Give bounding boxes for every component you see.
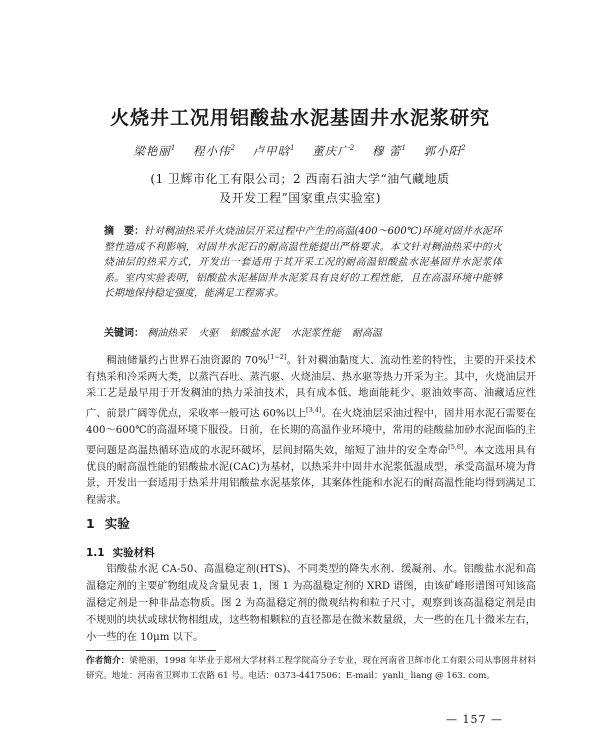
intro-paragraph — [86, 349, 536, 509]
author-3: 卢甲晗$^1$ — [252, 144, 296, 158]
affiliation-line-2: 及开发工程”国家重点实验室) — [219, 191, 381, 205]
author-footnote — [86, 654, 536, 683]
citation-ref: [1~2] — [267, 353, 287, 361]
keyword: 铝酸盐水泥 — [229, 328, 280, 339]
intro-text-c: 。在火烧油层采油过程中，固井用水泥石需要在 400～600℃的高温环境下服役。日前，在长期的高温作业环境中，常用的硅酸盐加砂水泥面临的主要问题是高温热循环造成的水泥环破坏，层间封隔失效，缩短了油井的安全寿命 — [86, 408, 536, 457]
footnote-divider — [86, 650, 216, 651]
author-6: 郭小阳$^2$ — [423, 144, 467, 158]
paper-title: 火烧井工况用铝酸盐水泥基固井水泥浆研究 — [109, 107, 490, 129]
abstract — [104, 224, 502, 302]
keyword: 耐高温 — [351, 328, 382, 339]
intro-text-a: 稠油储量约占世界石油资源的 70% — [106, 355, 268, 367]
materials-paragraph: 铝酸盐水泥 CA-50、高温稳定剂(HTS)、不同类型的降失水剂、缓凝剂、水。铝酸盐水泥和高温稳定剂的主要矿物组成及含量见表 1，图 1 为高温稳定剂的 XRD 谱图，由该矿峰形谱图可知该高温稳定剂是一种非晶态物质。图 2 为高温稳定剂的微观结构和粒子尺寸，观察到该高温稳定剂是由不规则的块状或球状物相组成，这些物相颗粒的直径都是在微米数量级，大一些的在几十微米左右，小一些的在 10μm 以下。 — [86, 564, 536, 643]
affiliation-line-1: (1 卫辉市化工有限公司；2 西南石油大学“油气藏地质 — [150, 172, 450, 186]
author-4: 董庆广$^2$ — [312, 144, 356, 158]
footnote-text: 梁艳丽，1998 年毕业于郑州大学材料工程学院高分子专业，现在河南省卫辉市化工有限公司从事固井材料研究。地址：河南省卫辉市工农路 61 号。电话：0373-4417506；E-mail：yanli_ liang @ 163. com。 — [86, 656, 536, 681]
intro-text-d: 。本文选用具有优良的耐高温性能的铝酸盐水泥(CAC)为基材，以热采井中固井水泥浆低温成型，承受高温环境为背景，开发出一套适用于热采井用铝酸盐水泥基浆体，其案体性能和水泥石的耐高温性能均得到满足工程需求。 — [86, 445, 537, 506]
author-5: 穆 蕾$^1$ — [371, 144, 407, 158]
footnote-label: 作者简介： — [86, 656, 130, 666]
section-number: 1 — [86, 516, 95, 531]
keywords-label: 关键词： — [104, 328, 144, 339]
citation-ref: [3,4] — [306, 406, 322, 415]
keyword: 水泥浆性能 — [290, 328, 341, 339]
keyword: 火驱 — [198, 328, 219, 339]
subsection-title: 实验材料 — [112, 547, 155, 559]
section-title: 实验 — [104, 516, 130, 531]
author-1: 梁艳丽$^1$ — [133, 144, 177, 158]
intro-text-b: 。针对稠油黏度大、流动性差的特性，主要的开采技术有热采和冷采两大类，以蒸汽吞吐、蒸汽驱、火烧油层、热水驱等热力开采为主。其中，火烧油层开采工艺是最早用于开发稠油的热力采油技术，具有成本低、地面能耗少、驱油效率高、油藏适应性广、前景广阔等优点，采收率一般可达 60%以上 — [86, 355, 536, 420]
keyword: 稠油热采 — [147, 328, 188, 339]
subsection-number: 1.1 — [86, 547, 105, 559]
author-2: 程小伟$^2$ — [193, 144, 236, 158]
author-list — [40, 143, 560, 159]
abstract-text: 针对稠油热采并火烧油层开采过程中产生的高温(400～600℃)环境对固井水泥环整性造成不利影响，对固井水泥石的耐高温性能提出严格要求。本文针对稠油热采中的火烧油层的热采方式，开发出一套适用于其开采工况的耐高温铝酸盐水泥基固井水泥浆体系。室内实验表明，铝酸盐水泥基固井水泥浆具有良好的工程性能，且在高温环境中能够长期地保持稳定强度，能满足工程需求。 — [104, 226, 502, 299]
abstract-label: 摘 要： — [104, 226, 145, 237]
citation-ref: [5,6] — [448, 443, 464, 452]
page-number: — 157 — — [446, 713, 503, 726]
section-heading — [86, 514, 130, 532]
keywords — [104, 324, 502, 339]
subsection-heading — [86, 545, 155, 560]
